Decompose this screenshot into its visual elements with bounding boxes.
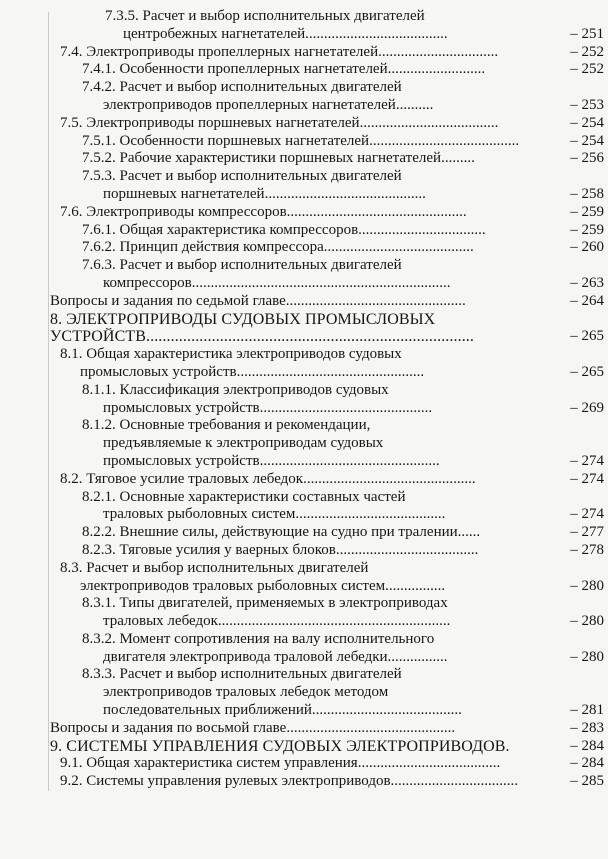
toc-page-number: – 264 [570,292,604,309]
toc-entry-title-continued: траловых рыболовных систем........................................ [103,506,446,523]
toc-entry [0,381,604,418]
toc-entry [0,541,604,560]
toc-entry-title-continued: промысловых устройств.............................................. [103,399,433,416]
toc-entry [0,132,604,151]
toc-entry-title: 8. ЭЛЕКТРОПРИВОДЫ СУДОВЫХ ПРОМЫСЛОВЫХ [50,310,436,328]
toc-page-number: – 265 [570,328,604,345]
toc-entry-title: 7.5.1. Особенности поршневых нагнетателей........................................ [82,132,520,149]
toc-page-number: – 259 [570,203,604,220]
toc-entry-title-continued: центробежных нагнетателей...................................... [123,25,448,42]
toc-page-number: – 284 [570,755,604,772]
toc-page-number: – 258 [570,185,604,202]
toc-page-number: – 251 [570,25,604,42]
toc-entry-title-continued: двигателя электропривода траловой лебедки................ [103,648,448,665]
toc-entry-title: 7.5.3. Расчет и выбор исполнительных двигателей [82,168,402,185]
toc-entry-title-continued: промысловых устройств................................................ [103,452,440,469]
toc-entry-title: 9. СИСТЕМЫ УПРАВЛЕНИЯ СУДОВЫХ ЭЛЕКТРОПРИВОДОВ. [50,737,510,755]
toc-page-number: – 280 [570,577,604,594]
toc-entry-title-continued: электроприводов траловых лебедок методом [103,684,389,701]
toc-entry [0,737,604,756]
toc-page-number: – 280 [570,648,604,665]
toc-entry-title-continued: электроприводов пропеллерных нагнетателей.......... [103,96,434,113]
toc-page-number: – 281 [570,702,604,719]
toc-entry [0,470,604,489]
toc-entry-title: 8.1. Общая характеристика электроприводов судовых [60,346,402,363]
toc-entry [0,595,604,631]
toc-entry-title: 8.3.3. Расчет и выбор исполнительных двигателей [82,666,402,683]
toc-entry-title-continued: поршневых нагнетателей........................................... [103,185,426,202]
toc-page-number: – 285 [570,773,604,790]
toc-entry-title-continued: предъявляемые к электроприводам судовых [103,435,384,452]
toc-entry [0,346,604,382]
toc-page-number: – 263 [570,274,604,291]
toc-entry-title: 7.6.3. Расчет и выбор исполнительных двигателей [82,257,402,274]
toc-entry [0,292,604,311]
toc-entry [0,114,604,133]
toc-page-number: – 277 [570,524,604,541]
toc-entry-title: 9.2. Системы управления рулевых электроприводов.................................. [60,773,519,790]
toc-entry [0,488,604,525]
toc-entry-title: 8.3. Расчет и выбор исполнительных двигателей [60,559,369,576]
toc-entry-title: 8.2. Тяговое усилие траловых лебедок.............................................. [60,470,476,487]
toc-entry [0,168,604,204]
toc-entry [0,61,604,79]
toc-entry [0,221,604,240]
toc-entry [0,8,604,44]
toc-entry-title: 8.2.2. Внешние силы, действующие на судно при тралении...... [82,524,481,541]
toc-page-number: – 284 [570,737,604,754]
toc-page-number: – 280 [570,613,604,630]
toc-page-number: – 254 [570,132,604,149]
toc-entry-title: 9.1. Общая характеристика систем управления...................................... [60,755,501,772]
toc-entry-title: Вопросы и задания по восьмой главе............................................. [50,719,456,736]
toc-entry-title-continued: УСТРОЙСТВ................................................................................ [50,328,474,346]
toc-page-number: – 265 [570,363,604,380]
toc-entry [0,719,604,738]
toc-page-number: – 274 [570,470,604,487]
toc-page-number: – 254 [570,114,604,131]
toc-page-number: – 260 [570,239,604,256]
toc-entry-title: 8.2.1. Основные характеристики составных частей [82,488,406,505]
toc-entry-title: 7.4.2. Расчет и выбор исполнительных двигателей [82,79,402,96]
toc-entry-title-continued: последовательных приближений........................................ [103,702,462,719]
toc-entry-title: 7.5.2. Рабочие характеристики поршневых нагнетателей......... [82,150,475,167]
toc-entry [0,203,604,222]
toc-entry-title: 8.1.2. Основные требования и рекомендации, [82,417,371,434]
toc-entry-title: 8.2.3. Тяговые усилия у ваерных блоков...................................... [82,541,479,558]
toc-entry [0,150,604,168]
toc-entry [0,666,604,719]
toc-entry-title: Вопросы и задания по седьмой главе................................................ [50,292,466,309]
toc-entry [0,79,604,115]
toc-entry [0,773,604,791]
toc-entry [0,524,604,542]
toc-entry-title: 7.6.2. Принцип действия компрессора........................................ [82,239,474,256]
toc-entry-title: 7.6.1. Общая характеристика компрессоров.................................. [82,221,486,238]
toc-page-number: – 274 [570,506,604,523]
toc-entry [0,559,604,596]
toc-entry-title: 7.4.1. Особенности пропеллерных нагнетателей.......................... [82,61,486,78]
toc-entry [0,310,604,347]
toc-entry-title: 8.3.2. Момент сопротивления на валу исполнительного [82,630,435,647]
toc-entry [0,43,604,62]
toc-entry [0,755,604,773]
toc-entry-title: 7.5. Электроприводы поршневых нагнетателей..................................... [60,114,499,131]
toc-entry-title: 7.3.5. Расчет и выбор исполнительных двигателей [105,8,425,24]
toc-entry-title: 7.4. Электроприводы пропеллерных нагнетателей................................ [60,43,499,60]
toc-entry-title: 8.1.1. Классификация электроприводов судовых [82,381,389,398]
toc-page-number: – 269 [570,399,604,416]
toc-page-number: – 252 [570,43,604,60]
toc-entry [0,257,604,293]
toc-page-number: – 274 [570,452,604,469]
toc-entry-title: 8.3.1. Типы двигателей, применяемых в электроприводах [82,595,448,612]
table-of-contents [0,8,608,791]
toc-page-number: – 256 [570,150,604,167]
toc-page-number: – 278 [570,541,604,558]
toc-entry-title-continued: электроприводов траловых рыболовных систем................ [80,577,446,594]
toc-entry [0,239,604,257]
toc-entry-title-continued: компрессоров..................................................................... [103,274,451,291]
toc-entry-title-continued: траловых лебедок.............................................................. [103,613,451,630]
toc-entry-title-continued: промысловых устройств.................................................. [80,363,425,380]
toc-page-number: – 259 [570,221,604,238]
toc-entry-title: 7.6. Электроприводы компрессоров................................................ [60,203,467,220]
toc-entry [0,417,604,470]
toc-page-number: – 253 [570,96,604,113]
toc-entry [0,630,604,667]
toc-page-number: – 283 [570,719,604,736]
toc-page-number: – 252 [570,61,604,78]
